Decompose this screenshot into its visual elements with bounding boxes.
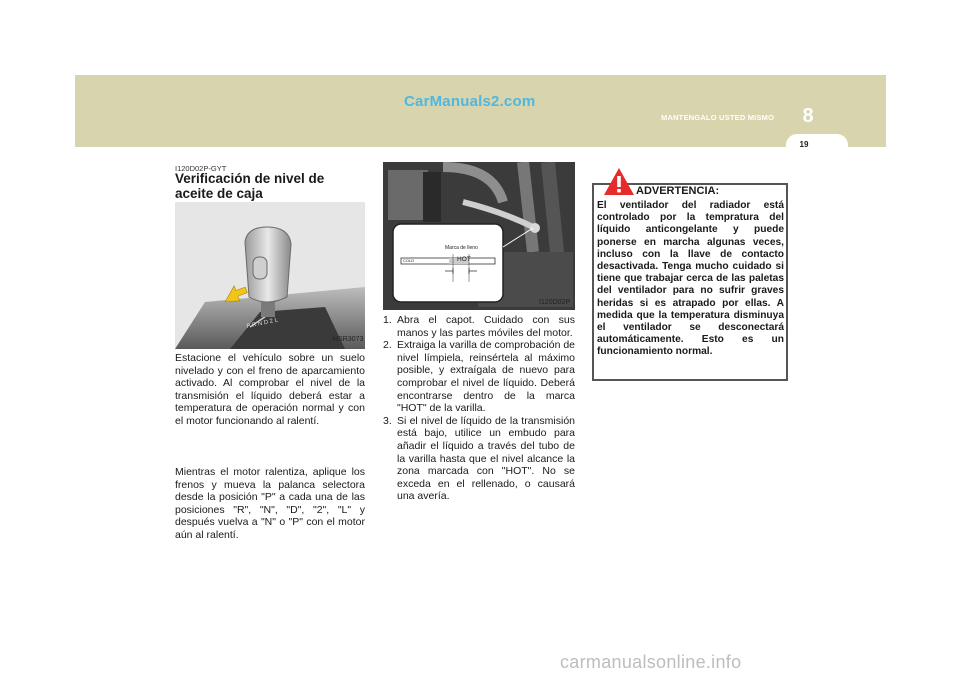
step-text: Abra el capot. Cuidado con sus manos y las partes móviles del motor. xyxy=(397,314,575,339)
dipstick-figure xyxy=(383,162,575,310)
step-item xyxy=(383,415,575,503)
full-mark-label: Marca de lleno xyxy=(445,245,478,251)
step-item xyxy=(383,314,575,339)
brand-logo-text[interactable]: CarManuals2.com xyxy=(404,93,536,110)
engine-illustration xyxy=(383,162,575,310)
page-number: 19 xyxy=(799,140,809,149)
figure1-code: HSR3073 xyxy=(333,336,364,343)
gear-shift-illustration xyxy=(175,202,365,349)
svg-text:P R N D 2 L: P R N D 2 L xyxy=(246,317,279,330)
warning-text: El ventilador del radiador está controlado por la tempratura del líquido anticongelante y puede ponerse en marcha algunas veces, incluso con la llave de contacto desactivada. Tenga mucho cuidado si tiene que trabajar cerca de las paletas del ventilador para no sufrir graves heridas si es atrapado por ellas. A medida que la temperatura disminuya el ventilador se desconectará automáticamente. Esto es un funcionamiento normal. xyxy=(597,200,784,358)
watermark: carmanualsonline.info xyxy=(560,652,742,672)
step-item xyxy=(383,339,575,415)
intro-paragraph-1: Estacione el vehículo sobre un suelo nivelado y con el freno de aparcamiento activado. Al comprobar el nivel de la transmisión el líquido deberá estar a temperatura de operación normal y con el motor funcionando al ralentí. xyxy=(175,352,365,427)
step-text: Si el nivel de líquido de la transmisión está bajo, utilice un embudo para añadir el líquido a través del tubo de la varilla hasta que el nivel alcance la zona marcada con "HOT". No se exceda en el rellenado, o causará una avería. xyxy=(397,414,575,503)
figure2-code: I120D02P xyxy=(539,299,571,306)
intro-paragraph-2: Mientras el motor ralentiza, aplique los frenos y mueva la palanca selectora desde la posición "P" a cada una de las posiciones "R", "N", "D", "2", "L" y después vuelva a "N" o "P" con el motor aún al ralentí. xyxy=(175,466,365,541)
warning-title: ADVERTENCIA: xyxy=(636,185,720,197)
section-title: Verificación de nivel de aceite de caja xyxy=(175,171,325,201)
chapter-number: 8 xyxy=(802,105,814,127)
step-number: 2. xyxy=(383,339,392,352)
gear-shift-figure xyxy=(175,202,365,349)
step-number: 3. xyxy=(383,414,392,427)
header-band xyxy=(75,75,886,147)
section-code: I120D02P-GYT xyxy=(175,164,227,173)
steps-list xyxy=(383,314,575,503)
hot-mark-label: HOT xyxy=(457,256,471,263)
warning-icon xyxy=(603,167,635,197)
step-text: Extraiga la varilla de comprobación de nivel límpiela, reinsértela al máximo posible, y extraígala de nuevo para comprobar el nivel de líquido. Deberá encontrarse dentro de la marca "HOT" de la varilla. xyxy=(397,339,576,415)
section-label: MANTENGALO USTED MISMO xyxy=(661,113,775,122)
cold-mark-label: COLD xyxy=(403,258,415,263)
step-number: 1. xyxy=(383,314,392,326)
